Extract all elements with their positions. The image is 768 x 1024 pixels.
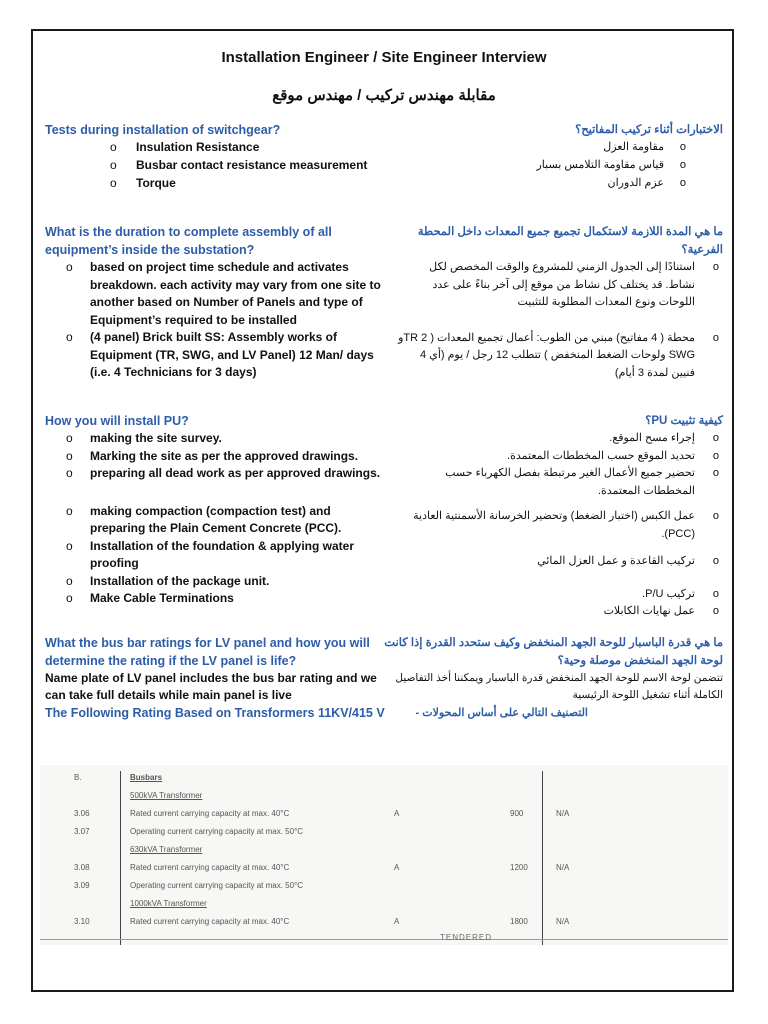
list-item: o making compaction (compaction test) and preparing the Plain Cement Concrete (PCC).	[66, 503, 386, 538]
list-item: o عزم الدوران	[537, 174, 687, 192]
row-number: 3.08	[74, 863, 90, 872]
list-item: o Marking the site as per the approved drawings.	[66, 448, 386, 466]
busbar-answer-en: Name plate of LV panel includes the bus bar rating and we can take full details while main panel is live	[45, 671, 377, 702]
page-title-arabic: مقابلة مهندس تركيب / مهندس موقع	[272, 87, 496, 104]
busbar-heading-en: What the bus bar ratings for LV panel and how you will determine the rating if the LV panel is life?	[45, 636, 370, 668]
list-item: o قياس مقاومة التلامس بسبار	[537, 156, 687, 174]
list-item: o إجراء مسح الموقع.	[397, 430, 723, 448]
stamp-text: TENDERED	[440, 933, 493, 942]
duration-heading-en: What is the duration to complete assembly of all equipment’s inside the substation?	[45, 225, 332, 257]
table-section-label: B.	[74, 773, 82, 782]
list-item: o Insulation Resistance	[110, 138, 367, 156]
list-item: o تحضير جميع الأعمال الغير مرتبطة بفصل الكهرباء حسب المخططات المعتمدة.	[397, 465, 723, 500]
row-description: Rated current carrying capacity at max. 40°C	[130, 809, 290, 818]
list-item: o استنادًا إلى الجدول الزمني للمشروع والوقت المخصص لكل نشاط. قد يختلف كل نشاط من موقع إلى آخر بناءً على عدد اللوحات ونوع المعدات المطلوبة للتثبيت	[397, 259, 723, 312]
list-item: o Busbar contact resistance measurement	[110, 156, 367, 174]
row-description: Operating current carrying capacity at max. 50°C	[130, 827, 304, 836]
install-pu-list-en	[66, 430, 386, 608]
list-item: o Installation of the foundation & applying water proofing	[66, 538, 386, 573]
tests-heading-en: Tests during installation of switchgear?	[45, 123, 281, 137]
list-item: o preparing all dead work as per approved drawings.	[66, 465, 386, 483]
row-description: Operating current carrying capacity at max. 50°C	[130, 881, 304, 890]
rating-heading-ar: التصنيف التالي على أساس المحولات -	[415, 707, 588, 719]
row-description: 1000kVA Transformer	[130, 899, 207, 908]
row-unit: A	[394, 809, 400, 818]
list-item: o تركيب P/U.	[397, 586, 723, 604]
page-title-english: Installation Engineer / Site Engineer Interview	[221, 49, 547, 66]
install-pu-heading-en: How you will install PU?	[45, 414, 189, 428]
tests-list-en	[110, 138, 367, 192]
row-description: Rated current carrying capacity at max. 40°C	[130, 863, 290, 872]
busbar-heading-ar: ما هي قدرة الباسبار للوحة الجهد المنخفض وكيف ستحدد القدرة إذا كانت لوحة الجهد المنخفض موصلة وحية؟	[384, 637, 723, 667]
row-description: 630kVA Transformer	[130, 845, 203, 854]
list-item: o Torque	[110, 174, 367, 192]
duration-heading-ar: ما هي المدة اللازمة لاستكمال تجميع جميع المعدات داخل المحطة الفرعية؟	[417, 226, 723, 256]
install-pu-list-ar	[397, 430, 723, 621]
row-unit: A	[394, 863, 400, 872]
row-number: 3.07	[74, 827, 90, 836]
row-unit: A	[394, 917, 400, 926]
list-item: o making the site survey.	[66, 430, 386, 448]
table-row	[40, 809, 728, 823]
list-item: o محطة ( 4 مفاتيح) مبني من الطوب: أعمال تجميع المعدات ( 2 TRو SWG ولوحات الضغط المنخفض ) تتطلب 12 رجل / يوم (أي 4 فنيين لمدة 3 أيام)	[397, 330, 723, 383]
list-item: o مقاومة العزل	[537, 138, 687, 156]
row-number: 3.06	[74, 809, 90, 818]
table-row	[40, 917, 728, 931]
row-value: 1800	[510, 917, 528, 926]
table-row	[40, 827, 728, 841]
table-row	[40, 899, 728, 913]
busbar-answer-ar: تتضمن لوحة الاسم للوحة الجهد المنخفض قدرة الباسبار ويمكننا أخذ التفاصيل الكاملة أثناء تشغيل اللوحة الرئيسية	[395, 672, 723, 701]
install-pu-heading-ar: كيفية تثبيت PU؟	[645, 415, 723, 427]
busbar-rating-table-scan	[40, 765, 728, 945]
table-row	[40, 845, 728, 859]
list-item: o Make Cable Terminations	[66, 590, 386, 608]
table-row	[40, 881, 728, 895]
list-item: o عمل نهايات الكابلات	[397, 603, 723, 621]
list-item: o تحديد الموقع حسب المخططات المعتمدة.	[397, 448, 723, 466]
row-na: N/A	[556, 863, 570, 872]
row-value: 900	[510, 809, 524, 818]
row-value: 1200	[510, 863, 528, 872]
table-heading: Busbars	[130, 773, 163, 782]
row-na: N/A	[556, 809, 570, 818]
tests-list-ar	[537, 138, 687, 192]
table-row	[40, 791, 728, 805]
row-description: Rated current carrying capacity at max. 40°C	[130, 917, 290, 926]
row-na: N/A	[556, 917, 570, 926]
list-item: o Installation of the package unit.	[66, 573, 386, 591]
row-description: 500kVA Transformer	[130, 791, 203, 800]
rating-heading-en: The Following Rating Based on Transformers 11KV/415 V	[45, 706, 385, 720]
duration-list-en	[66, 259, 386, 382]
row-number: 3.10	[74, 917, 90, 926]
table-row	[40, 863, 728, 877]
tests-heading-ar: الاختبارات أثناء تركيب المفاتيح؟	[575, 124, 723, 136]
duration-list-ar	[397, 259, 723, 382]
list-item: o (4 panel) Brick built SS: Assembly works of Equipment (TR, SWG, and LV Panel) 12 Man/ days (i.e. 4 Technicians for 3 days)	[66, 329, 386, 382]
list-item: o عمل الكبس (اختبار الضغط) وتحضير الخرسانة الأسمنتية العادية (PCC).	[397, 508, 723, 543]
row-number: 3.09	[74, 881, 90, 890]
list-item: o تركيب القاعدة و عمل العزل المائي	[397, 553, 723, 571]
list-item: o based on project time schedule and activates breakdown. each activity may vary from one site to another based on Number of Panels and type of Equipment’s required to be installed	[66, 259, 386, 329]
